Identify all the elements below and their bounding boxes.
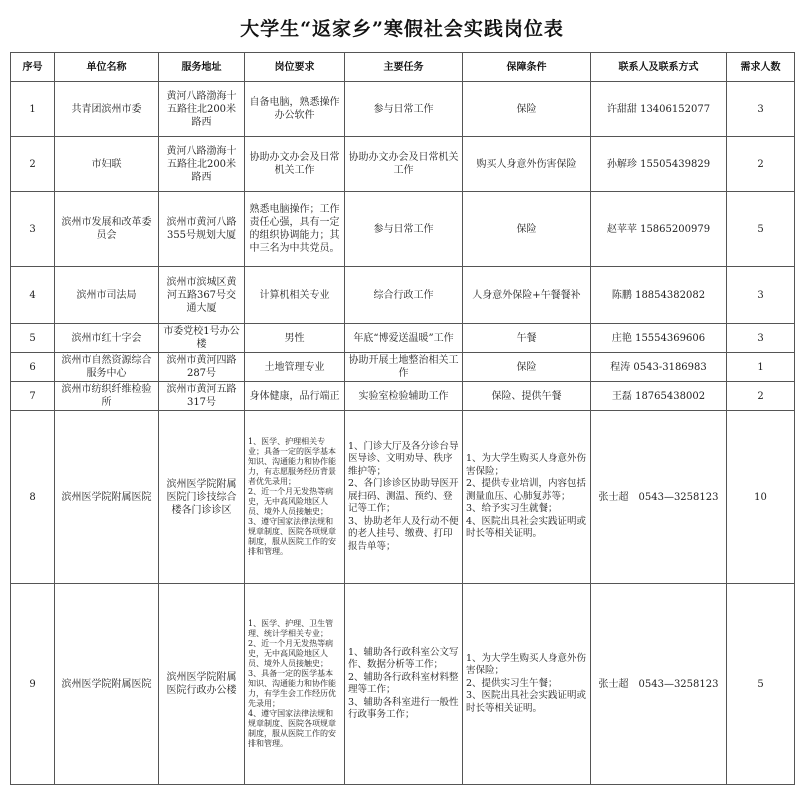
cell-guarantee: 1、为大学生购买人身意外伤害保险； 2、提供实习生午餐； 3、医院出具社会实践证明或时长等相关证明。 [463, 584, 591, 785]
cell-requirements: 自备电脑，熟悉操作办公软件 [245, 82, 345, 137]
cell-tasks: 协助办文办会及日常机关工作 [345, 137, 463, 192]
cell-requirements: 1、医学、护理、卫生管理、统计学相关专业； 2、近一个月无发热等病史，无中高风险地区人员、境外人员接触史； 3、具备一定的医学基本知识、沟通能力和协作能力，有学生会工作经历优先录用； 4、遵守国家法律法规和规章制度、医院各项规章制度，服从医院工作的安排和管理。 [245, 584, 345, 785]
cell-requirements: 1、医学、护理相关专业；具备一定的医学基本知识、沟通能力和协作能力，有志愿服务经历背景者优先录用； 2、近一个月无发热等病史，无中高风险地区人员、境外人员接触史； 3、遵守国家法律法规和规章制度、医院各项规章制度，服从医院工作的安排和管理。 [245, 411, 345, 584]
cell-requirements: 男性 [245, 324, 345, 353]
cell-address: 滨州医学院附属医院行政办公楼 [159, 584, 245, 785]
cell-count: 5 [727, 192, 795, 267]
cell-tasks: 综合行政工作 [345, 267, 463, 324]
cell-no: 5 [11, 324, 55, 353]
cell-address: 滨州市黄河八路355号规划大厦 [159, 192, 245, 267]
table-row [11, 584, 795, 785]
position-table [10, 52, 795, 785]
cell-address: 滨州市黄河四路287号 [159, 353, 245, 382]
cell-requirements: 计算机相关专业 [245, 267, 345, 324]
table-row [11, 353, 795, 382]
cell-guarantee: 购买人身意外伤害保险 [463, 137, 591, 192]
header-requirements: 岗位要求 [245, 53, 345, 82]
cell-unit: 滨州医学院附属医院 [55, 584, 159, 785]
cell-unit: 滨州市发展和改革委员会 [55, 192, 159, 267]
cell-unit: 滨州市红十字会 [55, 324, 159, 353]
cell-guarantee: 保险、提供午餐 [463, 382, 591, 411]
cell-contact: 张士超 0543—3258123 [591, 411, 727, 584]
cell-unit: 滨州市自然资源综合服务中心 [55, 353, 159, 382]
cell-address: 滨州市黄河五路317号 [159, 382, 245, 411]
header-tasks: 主要任务 [345, 53, 463, 82]
cell-tasks: 1、辅助各行政科室公文写作、数据分析等工作； 2、辅助各行政科室材料整理等工作； 3、辅助各科室进行一般性行政事务工作； [345, 584, 463, 785]
header-unit: 单位名称 [55, 53, 159, 82]
cell-contact: 庄艳 15554369606 [591, 324, 727, 353]
cell-requirements: 熟悉电脑操作；工作责任心强，具有一定的组织协调能力；其中三名为中共党员。 [245, 192, 345, 267]
cell-count: 3 [727, 324, 795, 353]
cell-contact: 程涛 0543-3186983 [591, 353, 727, 382]
cell-count: 2 [727, 137, 795, 192]
cell-guarantee: 保险 [463, 82, 591, 137]
cell-tasks: 协助开展土地整治相关工作 [345, 353, 463, 382]
cell-no: 8 [11, 411, 55, 584]
cell-tasks: 参与日常工作 [345, 82, 463, 137]
cell-contact: 王磊 18765438002 [591, 382, 727, 411]
cell-no: 2 [11, 137, 55, 192]
table-row [11, 267, 795, 324]
cell-no: 1 [11, 82, 55, 137]
table-row [11, 382, 795, 411]
header-no: 序号 [11, 53, 55, 82]
cell-no: 3 [11, 192, 55, 267]
header-address: 服务地址 [159, 53, 245, 82]
header-count: 需求人数 [727, 53, 795, 82]
cell-address: 滨州市滨城区黄河五路367号交通大厦 [159, 267, 245, 324]
cell-guarantee: 保险 [463, 353, 591, 382]
cell-count: 3 [727, 267, 795, 324]
cell-count: 1 [727, 353, 795, 382]
cell-requirements: 协助办文办会及日常机关工作 [245, 137, 345, 192]
cell-guarantee: 午餐 [463, 324, 591, 353]
cell-address: 市委党校1号办公楼 [159, 324, 245, 353]
cell-unit: 滨州医学院附属医院 [55, 411, 159, 584]
header-guarantee: 保障条件 [463, 53, 591, 82]
table-row [11, 324, 795, 353]
cell-guarantee: 保险 [463, 192, 591, 267]
cell-count: 2 [727, 382, 795, 411]
cell-tasks: 参与日常工作 [345, 192, 463, 267]
header-contact: 联系人及联系方式 [591, 53, 727, 82]
cell-address: 滨州医学院附属医院门诊技综合楼各门诊诊区 [159, 411, 245, 584]
cell-tasks: 实验室检验辅助工作 [345, 382, 463, 411]
cell-unit: 滨州市纺织纤维检验所 [55, 382, 159, 411]
cell-no: 9 [11, 584, 55, 785]
cell-contact: 许甜甜 13406152077 [591, 82, 727, 137]
table-row [11, 192, 795, 267]
cell-address: 黄河八路渤海十五路往北200米路西 [159, 137, 245, 192]
cell-requirements: 土地管理专业 [245, 353, 345, 382]
page-title: 大学生“返家乡”寒假社会实践岗位表 [240, 18, 564, 40]
cell-requirements: 身体健康，品行端正 [245, 382, 345, 411]
cell-contact: 张士超 0543—3258123 [591, 584, 727, 785]
cell-no: 4 [11, 267, 55, 324]
header-row [11, 53, 795, 82]
cell-count: 5 [727, 584, 795, 785]
cell-guarantee: 人身意外保险+午餐餐补 [463, 267, 591, 324]
cell-tasks: 1、门诊大厅及各分诊台导医导诊、文明劝导、秩序维护等； 2、各门诊诊区协助导医开展扫码、测温、预约、登记等工作； 3、协助老年人及行动不便的老人挂号、缴费、打印报告单等； [345, 411, 463, 584]
cell-guarantee: 1、为大学生购买人身意外伤害保险； 2、提供专业培训，内容包括测量血压、心肺复苏等； 3、给予实习生就餐； 4、医院出具社会实践证明或时长等相关证明。 [463, 411, 591, 584]
table-row [11, 82, 795, 137]
cell-no: 7 [11, 382, 55, 411]
cell-contact: 陈鹏 18854382082 [591, 267, 727, 324]
cell-address: 黄河八路渤海十五路往北200米路西 [159, 82, 245, 137]
cell-count: 10 [727, 411, 795, 584]
cell-contact: 孙解珍 15505439829 [591, 137, 727, 192]
cell-count: 3 [727, 82, 795, 137]
cell-no: 6 [11, 353, 55, 382]
cell-unit: 市妇联 [55, 137, 159, 192]
table-row [11, 411, 795, 584]
cell-unit: 共青团滨州市委 [55, 82, 159, 137]
table-row [11, 137, 795, 192]
cell-tasks: 年底“博爱送温暖”工作 [345, 324, 463, 353]
cell-unit: 滨州市司法局 [55, 267, 159, 324]
cell-contact: 赵苹苹 15865200979 [591, 192, 727, 267]
